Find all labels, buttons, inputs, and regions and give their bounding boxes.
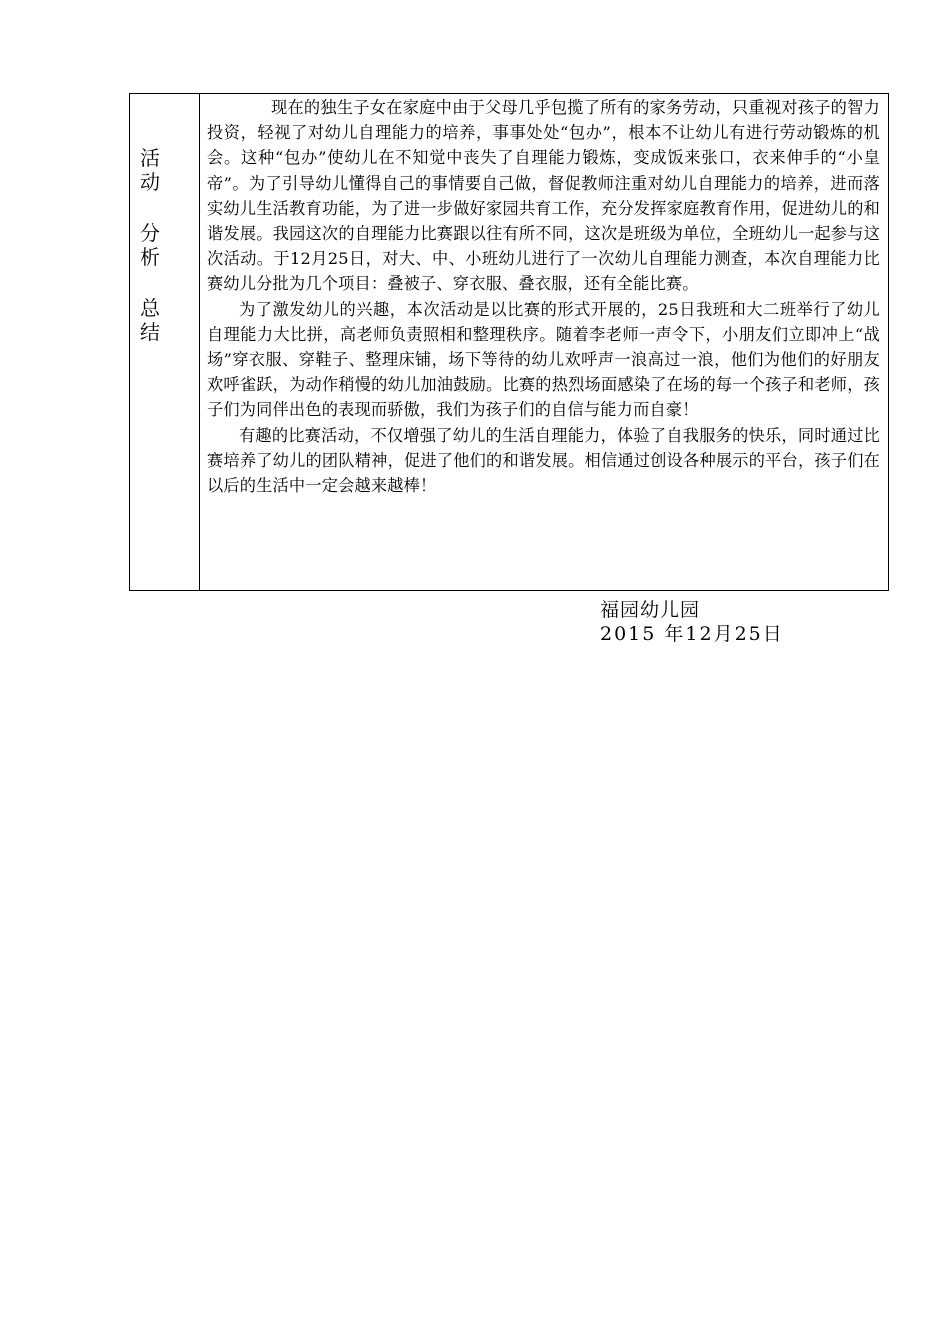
summary-paragraph-3: 有趣的比赛活动，不仅增强了幼儿的生活自理能力，体验了自我服务的快乐，同时通过比赛培养了幼儿的团队精神，促进了他们的和谐发展。相信通过创设各种展示的平台，孩子们在以后的生活中一定会越来越棒！ bbox=[207, 425, 880, 496]
summary-paragraph-2: 为了激发幼儿的兴趣，本次活动是以比赛的形式开展的，25日我班和大二班举行了幼儿自理能力大比拼，高老师负责照相和整理秩序。随着李老师一声令下，小朋友们立即冲上“战场”穿衣服、穿鞋子、整理床铺，场下等待的幼儿欢呼声一浪高过一浪，他们为他们的好朋友欢呼雀跃，为动作稍慢的幼儿加油鼓励。比赛的热烈场面感染了在场的每一个孩子和老师，孩子们为同伴出色的表现而骄傲，我们为孩子们的自信与能力而自豪！ bbox=[207, 299, 880, 420]
activity-summary-table bbox=[129, 93, 889, 591]
section-label-char: 结 bbox=[140, 320, 160, 344]
signature-organization: 福园幼儿园 bbox=[600, 599, 701, 621]
section-label-char: 分 bbox=[140, 221, 160, 245]
section-label-char: 总 bbox=[140, 296, 160, 320]
section-label-char: 活 bbox=[140, 146, 160, 170]
summary-content-cell bbox=[200, 94, 888, 590]
section-label-cell bbox=[130, 94, 200, 590]
section-label-char: 动 bbox=[140, 170, 160, 194]
summary-paragraph-1: 现在的独生子女在家庭中由于父母几乎包揽了所有的家务劳动，只重视对孩子的智力投资，轻视了对幼儿自理能力的培养，事事处处“包办”，根本不让幼儿有进行劳动锻炼的机会。这种“包办”使幼儿在不知觉中丧失了自理能力锻炼，变成饭来张口，衣来伸手的“小皇帝”。为了引导幼儿懂得自己的事情要自己做，督促教师注重对幼儿自理能力的培养，进而落实幼儿生活教育功能，为了进一步做好家园共育工作，充分发挥家庭教育作用，促进幼儿的和谐发展。我园这次的自理能力比赛跟以往有所不同，这次是班级为单位，全班幼儿一起参与这次活动。于12月25日，对大、中、小班幼儿进行了一次幼儿自理能力测查，本次自理能力比赛幼儿分批为几个项目：叠被子、穿衣服、叠衣服，还有全能比赛。 bbox=[207, 98, 880, 294]
signature-date: 2015 年12月25日 bbox=[600, 623, 784, 645]
section-label-char: 析 bbox=[140, 245, 160, 269]
